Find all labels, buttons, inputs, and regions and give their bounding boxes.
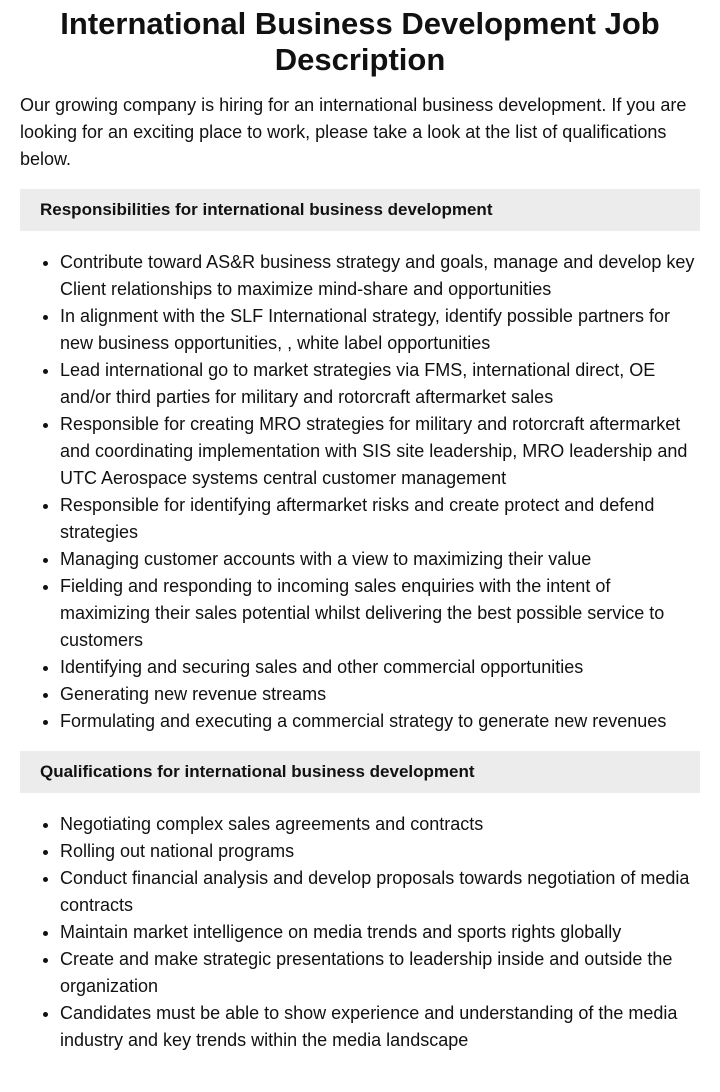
list-item: • Create and make strategic presentations to leadership inside and outside the organization: [60, 946, 700, 1000]
list-item: • Fielding and responding to incoming sales enquiries with the intent of maximizing their sales potential whilst delivering the best possible service to customers: [60, 573, 700, 654]
qualifications-heading: Qualifications for international business development: [20, 751, 700, 793]
intro-text: Our growing company is hiring for an international business development. If you are looking for an exciting place to work, please take a look at the list of qualifications below.: [20, 95, 687, 169]
list-item: • Managing customer accounts with a view to maximizing their value: [60, 546, 700, 573]
list-item: • Formulating and executing a commercial strategy to generate new revenues: [60, 708, 700, 735]
list-item: • In alignment with the SLF International strategy, identify possible partners for new business opportunities, , white label opportunities: [60, 303, 700, 357]
responsibilities-list: [0, 249, 700, 735]
list-item: • Rolling out national programs: [60, 838, 700, 865]
responsibilities-heading: Responsibilities for international business development: [20, 189, 700, 231]
page-title: International Business Development Job Description: [60, 6, 660, 77]
list-item: • Responsible for identifying aftermarket risks and create protect and defend strategies: [60, 492, 700, 546]
qualifications-list: [0, 811, 700, 1054]
list-item: • Lead international go to market strategies via FMS, international direct, OE and/or third parties for military and rotorcraft aftermarket sales: [60, 357, 700, 411]
list-item: • Responsible for creating MRO strategies for military and rotorcraft aftermarket and coordinating implementation with SIS site leadership, MRO leadership and UTC Aerospace systems central customer management: [60, 411, 700, 492]
list-item: • Maintain market intelligence on media trends and sports rights globally: [60, 919, 700, 946]
list-item: • Identifying and securing sales and other commercial opportunities: [60, 654, 700, 681]
list-item: • Candidates must be able to show experience and understanding of the media industry and key trends within the media landscape: [60, 1000, 700, 1054]
list-item: • Contribute toward AS&R business strategy and goals, manage and develop key Client relationships to maximize mind-share and opportunities: [60, 249, 700, 303]
list-item: • Negotiating complex sales agreements and contracts: [60, 811, 700, 838]
list-item: • Generating new revenue streams: [60, 681, 700, 708]
list-item: • Conduct financial analysis and develop proposals towards negotiation of media contracts: [60, 865, 700, 919]
